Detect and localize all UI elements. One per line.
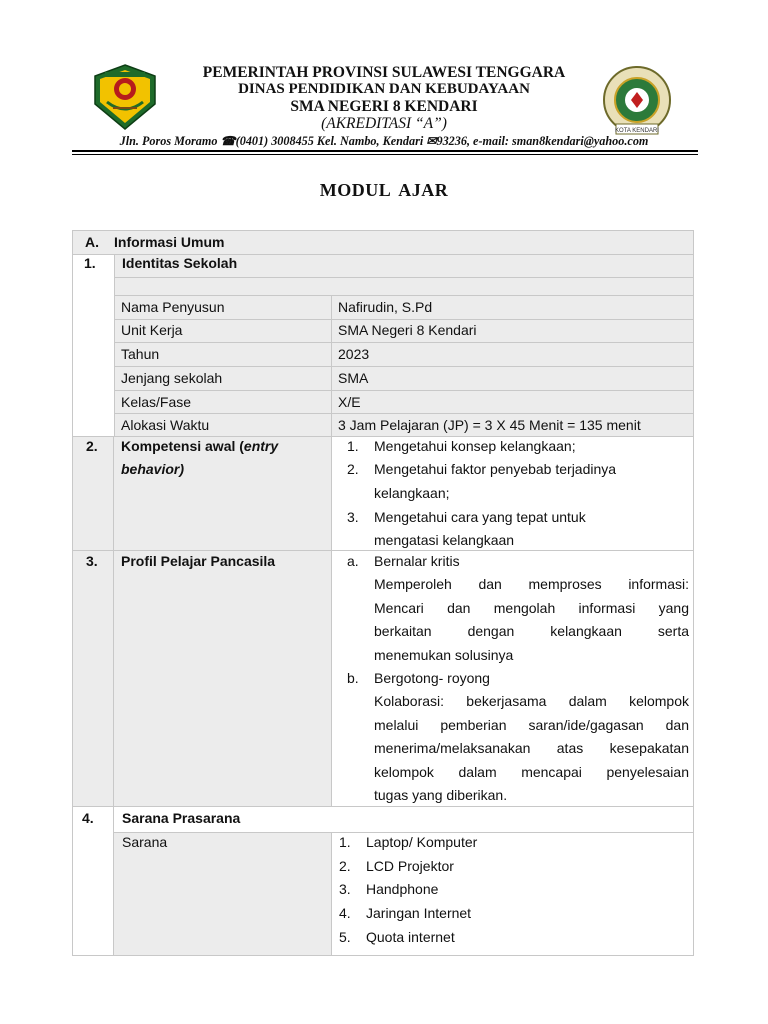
list-item-cont: mengatasi kelangkaan (374, 532, 515, 548)
list-item: LCD Projektor (366, 858, 454, 874)
list-number: 3. (347, 509, 359, 525)
row3-label-bg (113, 550, 331, 806)
list-item: Mengetahui konsep kelangkaan; (374, 438, 576, 454)
list-letter: b. (347, 670, 359, 686)
field-value: Nafirudin, S.Pd (338, 299, 433, 315)
row4-label: Sarana Prasarana (122, 810, 241, 826)
empty-row-bg (115, 277, 693, 295)
profile-line: menerima/melaksanakan atas kesepakatan (374, 740, 689, 756)
row3-num-bg (73, 550, 113, 806)
list-item: Handphone (366, 881, 439, 897)
profile-title: Bernalar kritis (374, 553, 460, 569)
kop-school-name: SMA NEGERI 8 KENDARI (290, 98, 478, 115)
profile-line: berkaitan dengan kelangkaan serta (374, 623, 689, 639)
kop-department: DINAS PENDIDIKAN DAN KEBUDAYAAN (238, 81, 530, 97)
list-number: 1. (347, 438, 359, 454)
list-number: 2. (347, 461, 359, 477)
list-item: Mengetahui cara yang tepat untuk (374, 509, 586, 525)
list-number: 1. (339, 834, 351, 850)
list-item: Quota internet (366, 929, 455, 945)
profile-title: Bergotong- royong (374, 670, 490, 686)
field-value: SMA (338, 370, 369, 386)
field-label: Nama Penyusun (121, 299, 225, 315)
row4-sub-label: Sarana (122, 834, 168, 850)
kop-divider-thin (72, 154, 698, 155)
list-item: Laptop/ Komputer (366, 834, 478, 850)
row4-number: 4. (82, 810, 94, 826)
row2-label: Kompetensi awal (entry (121, 438, 279, 454)
profile-line: Kolaborasi: bekerjasama dalam kelompok (374, 693, 689, 709)
field-value: 3 Jam Pelajaran (JP) = 3 X 45 Menit = 135 menit (338, 417, 641, 433)
svg-text:KOTA KENDARI: KOTA KENDARI (615, 128, 659, 134)
kop-divider-thick (72, 150, 698, 152)
row3-number: 3. (86, 553, 98, 569)
kop-address: Jln. Poros Moramo ☎(0401) 3008455 Kel. Nambo, Kendari ✉93236, e-mail: sman8kendari@yahoo.com (119, 134, 649, 148)
document-title: MODUL AJAR (319, 180, 449, 200)
section-a-title: Informasi Umum (114, 234, 225, 250)
profile-line: kelompok dalam mencapai penyelesaian (374, 764, 689, 780)
field-label: Tahun (121, 346, 160, 362)
kop-province: PEMERINTAH PROVINSI SULAWESI TENGGARA (202, 64, 566, 81)
row1-label: Identitas Sekolah (122, 255, 238, 271)
field-value: SMA Negeri 8 Kendari (338, 322, 477, 338)
row2-number: 2. (86, 438, 98, 454)
section-a-letter: A. (85, 234, 99, 250)
list-letter: a. (347, 553, 359, 569)
profile-line: melalui pemberian saran/ide/gagasan dan (374, 717, 689, 733)
profile-line: Memperoleh dan memproses informasi: (374, 576, 689, 592)
field-label: Unit Kerja (121, 322, 183, 338)
field-label: Kelas/Fase (121, 394, 192, 410)
profile-line: menemukan solusinya (374, 647, 514, 663)
list-number: 5. (339, 929, 351, 945)
kop-accreditation: (AKREDITASI “A”) (321, 115, 447, 132)
list-item: Jaringan Internet (366, 905, 472, 921)
list-item: Mengetahui faktor penyebab terjadinya (374, 461, 617, 477)
profile-line: tugas yang diberikan. (374, 787, 508, 803)
list-item-cont: kelangkaan; (374, 485, 450, 501)
list-number: 2. (339, 858, 351, 874)
list-number: 3. (339, 881, 351, 897)
row3-label: Profil Pelajar Pancasila (121, 553, 276, 569)
row2-label-line2: behavior) (121, 461, 185, 477)
list-number: 4. (339, 905, 351, 921)
row1-number: 1. (84, 255, 96, 271)
field-label: Alokasi Waktu (121, 417, 210, 433)
field-value: 2023 (338, 346, 370, 362)
profile-line: Mencari dan mengolah informasi yang (374, 600, 689, 616)
field-value: X/E (338, 394, 361, 410)
field-label: Jenjang sekolah (121, 370, 223, 386)
